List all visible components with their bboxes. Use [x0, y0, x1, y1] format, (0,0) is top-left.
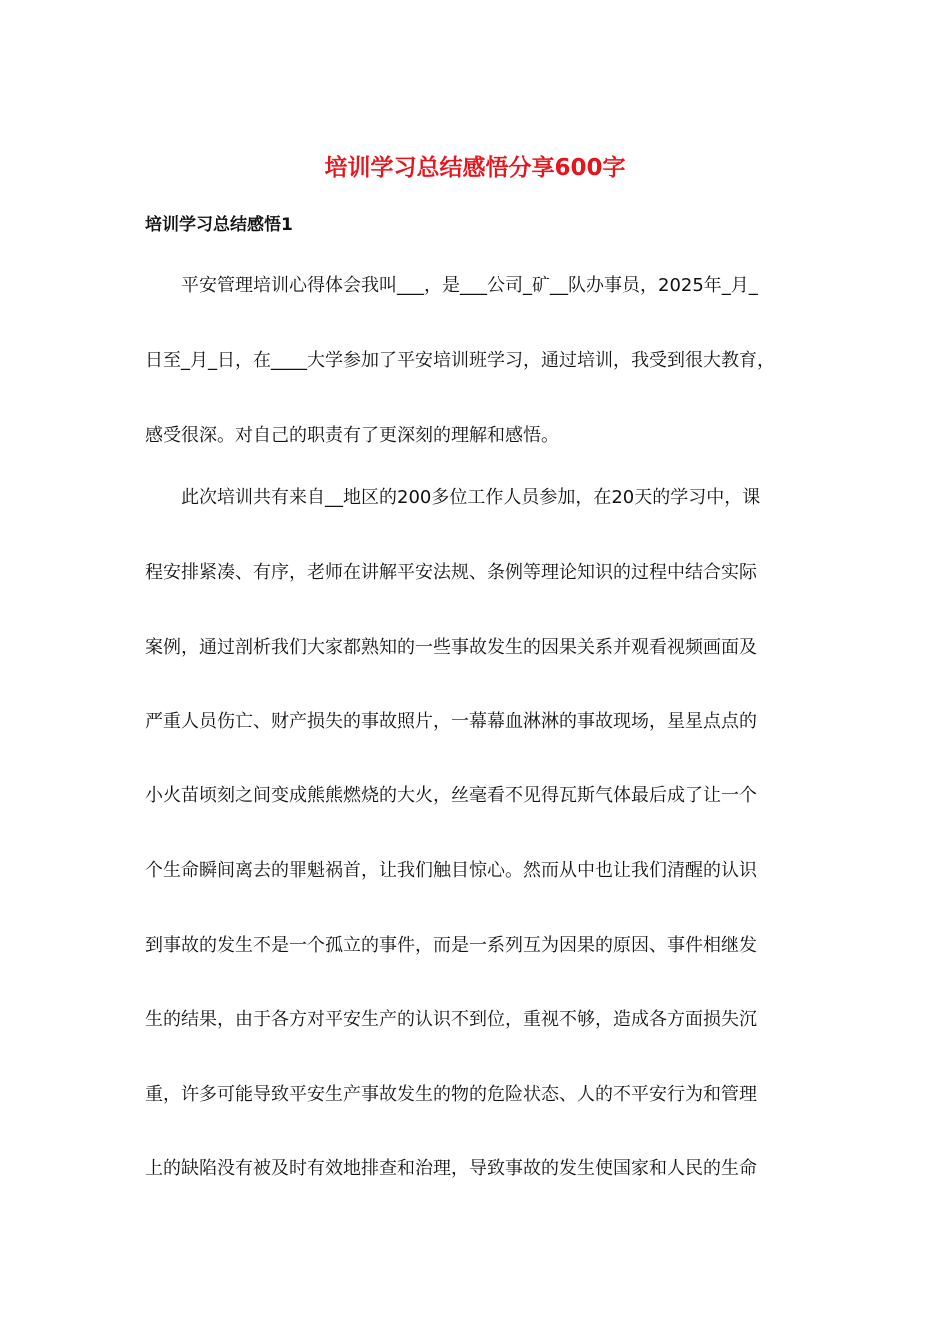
paragraph-line: 案例，通过剖析我们大家都熟知的一些事故发生的因果关系并观看视频画面及	[145, 637, 757, 658]
paragraph-line: 严重人员伤亡、财产损失的事故照片，一幕幕血淋淋的事故现场，星星点点的	[145, 711, 757, 732]
section-heading: 培训学习总结感悟1	[145, 215, 293, 235]
paragraph-line: 生的结果，由于各方对平安生产的认识不到位，重视不够，造成各方面损失沉	[145, 1009, 757, 1030]
paragraph-line: 感受很深。对自己的职责有了更深刻的理解和感悟。	[145, 425, 559, 446]
document-title: 培训学习总结感悟分享600字	[324, 155, 626, 181]
paragraph-line: 程安排紧凑、有序，老师在讲解平安法规、条例等理论知识的过程中结合实际	[145, 562, 757, 583]
paragraph-line: 日至_月_日，在____大学参加了平安培训班学习，通过培训，我受到很大教育，	[145, 350, 775, 371]
paragraph-line: 平安管理培训心得体会我叫___，是___公司_矿__队办事员，2025年_月_	[181, 275, 758, 296]
paragraph-line: 重，许多可能导致平安生产事故发生的物的危险状态、人的不平安行为和管理	[145, 1084, 757, 1105]
paragraph-line: 个生命瞬间离去的罪魁祸首，让我们触目惊心。然而从中也让我们清醒的认识	[145, 860, 757, 881]
paragraph-line: 小火苗顷刻之间变成熊熊燃烧的大火，丝毫看不见得瓦斯气体最后成了让一个	[145, 785, 757, 806]
paragraph-line: 到事故的发生不是一个孤立的事件，而是一系列互为因果的原因、事件相继发	[145, 935, 757, 956]
paragraph-line: 此次培训共有来自__地区的200多位工作人员参加，在20天的学习中，课	[181, 487, 761, 508]
paragraph-line: 上的缺陷没有被及时有效地排查和治理，导致事故的发生使国家和人民的生命	[145, 1158, 757, 1179]
